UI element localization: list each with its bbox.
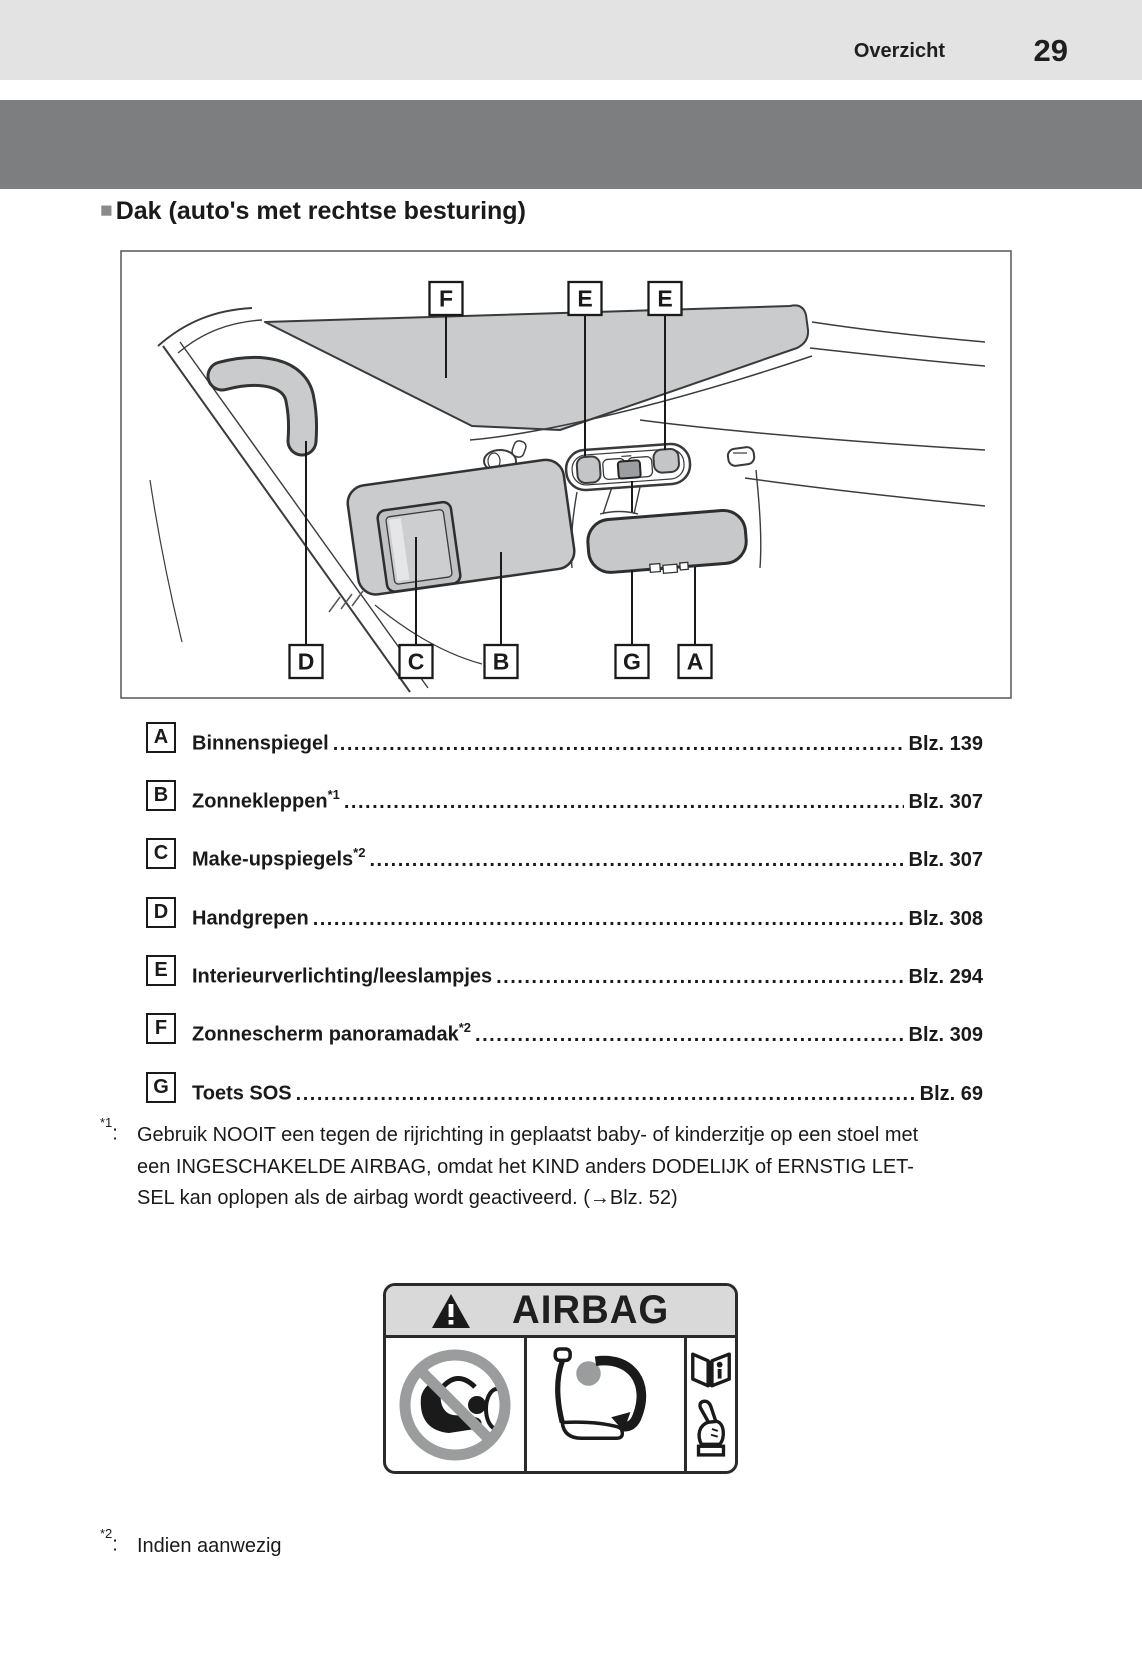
- page-reference: Blz. 69: [919, 1082, 983, 1105]
- interior-light-left: [576, 456, 601, 484]
- page-reference: Blz. 308: [908, 907, 983, 930]
- legend-row-b: [146, 780, 983, 814]
- dot-leader: [333, 733, 904, 756]
- footnote-marker: $^{*1}$:: [100, 1115, 118, 1145]
- page-reference: Blz. 307: [908, 790, 983, 813]
- callout-letter: B: [146, 780, 176, 811]
- callout-letter: A: [146, 722, 176, 753]
- legend-label: Toets SOS: [192, 1082, 292, 1105]
- dot-leader: [369, 849, 903, 872]
- legend-label: Interieurverlichting/leeslampjes: [192, 965, 493, 988]
- footnote-text: Indien aanwezig: [137, 1535, 282, 1557]
- legend-row-f: [146, 1013, 983, 1047]
- footnote-text: Gebruik NOOIT een tegen de rijrichting in geplaatst baby- of kinderzitje op een stoel met een INGESCHAKELDE AIRBAG, omdat het KIND anders DODELIJK of ERNSTIG LET- SEL kan oplopen als de airbag wordt geactiveerd. (→Blz. 52): [137, 1124, 919, 1209]
- sos-button: [618, 460, 641, 478]
- page-header: [0, 0, 1142, 80]
- footnote-marker: $^{*2}$:: [100, 1526, 118, 1556]
- dot-leader: [296, 1083, 915, 1106]
- page-reference: Blz. 307: [908, 848, 983, 871]
- section-title: [100, 197, 526, 226]
- overhead-console: [565, 443, 691, 492]
- legend-row-a: [146, 722, 983, 756]
- callout-letter: D: [146, 897, 176, 928]
- airbag-label-pictograms: [386, 1338, 735, 1471]
- callout-c: C: [407, 648, 425, 675]
- callout-e1: E: [577, 285, 593, 312]
- legend-label: Zonnekleppen$^{*1}$: [192, 787, 340, 813]
- legend-label: Zonnescherm panoramadak$^{*2}$: [192, 1020, 472, 1046]
- legend-row-g: [146, 1072, 983, 1106]
- legend-label: Make-upspiegels$^{*2}$: [192, 845, 366, 871]
- legend-label: Handgrepen: [192, 907, 309, 930]
- page-number: 29: [1033, 33, 1068, 68]
- legend-row-e: [146, 955, 983, 989]
- callout-e2: E: [657, 285, 673, 312]
- chapter-color-banner: [0, 100, 1142, 189]
- airbag-label-header: [386, 1286, 735, 1338]
- warning-triangle-icon: [430, 1292, 472, 1330]
- legend-row-d: [146, 897, 983, 931]
- legend-row-c: [146, 838, 983, 872]
- footnote-1: [100, 1115, 919, 1215]
- interior-light-right: [653, 448, 680, 473]
- dot-leader: [475, 1024, 903, 1047]
- callout-letter: F: [146, 1013, 176, 1044]
- no-rear-facing-child-seat-icon: [386, 1338, 527, 1471]
- section-title-text: Dak (auto's met rechtse besturing): [115, 197, 526, 225]
- dot-leader: [313, 908, 904, 931]
- callout-g: G: [623, 648, 641, 675]
- vanity-mirror: [377, 501, 462, 593]
- callout-letter: G: [146, 1072, 176, 1103]
- visor-clip: [727, 446, 755, 466]
- footnote-2: [100, 1526, 282, 1563]
- page-reference: Blz. 294: [908, 965, 983, 988]
- airbag-deployment-icon: [527, 1338, 687, 1471]
- section-name: Overzicht: [853, 40, 945, 62]
- callout-a: A: [686, 648, 704, 675]
- callout-letter: C: [146, 838, 176, 869]
- legend-label: Binnenspiegel: [192, 732, 329, 755]
- read-owners-manual-icon: [687, 1338, 735, 1471]
- page-reference: Blz. 139: [908, 732, 983, 755]
- airbag-warning-label: [383, 1283, 738, 1474]
- callout-d: D: [297, 648, 315, 675]
- page-reference: Blz. 309: [908, 1023, 983, 1046]
- dot-leader: [344, 791, 904, 814]
- dot-leader: [496, 966, 903, 989]
- callout-f: F: [438, 285, 454, 312]
- callout-b: B: [492, 648, 510, 675]
- airbag-label-title: AIRBAG: [512, 1288, 670, 1332]
- callout-letter: E: [146, 955, 176, 986]
- square-bullet-icon: ■: [100, 198, 113, 222]
- roof-diagram: [120, 250, 1013, 700]
